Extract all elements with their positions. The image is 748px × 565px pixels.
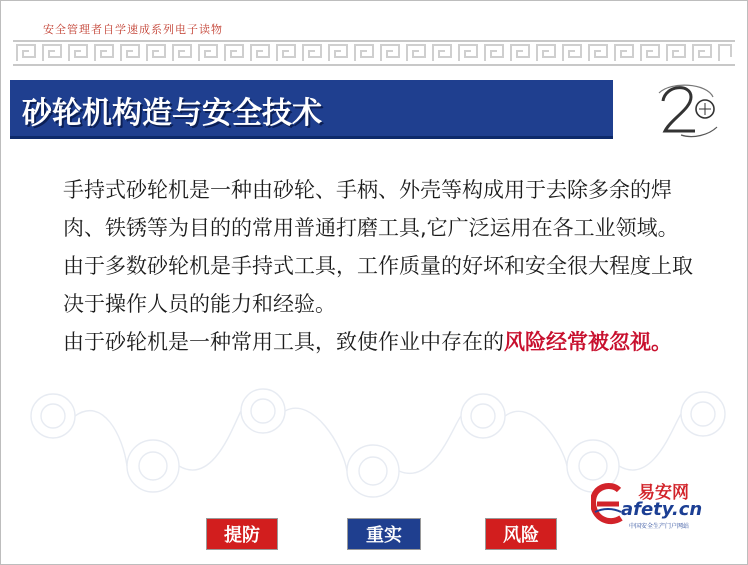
paragraph-intro: 手持式砂轮机是一种由砂轮、手柄、外壳等构成用于去除多余的焊肉、铁锈等为目的的常用普通打磨工具,它广泛运用在各工业领域。 bbox=[63, 178, 679, 240]
paragraph-risk-text: 由于砂轮机是一种常用工具，致使作业中存在的 bbox=[63, 330, 504, 354]
paragraph-risk bbox=[63, 323, 713, 361]
brand-name-cn: 易安网 bbox=[638, 483, 689, 503]
brand-name-en: afety.cn bbox=[621, 499, 703, 520]
brand-tagline: 中国安全生产门户网站 bbox=[629, 523, 690, 530]
slide-title: 砂轮机构造与安全技术 bbox=[22, 96, 322, 131]
body-text bbox=[63, 171, 713, 361]
title-bar bbox=[10, 80, 613, 139]
paragraph-operator: 由于多数砂轮机是手持式工具，工作质量的好坏和安全很大程度上取决于操作人员的能力和经验。 bbox=[63, 254, 693, 316]
risk-highlight: 风险经常被忽视。 bbox=[504, 330, 672, 354]
safety-logo-e-icon bbox=[591, 482, 623, 528]
series-title: 安全管理者自学速成系列电子读物 bbox=[43, 23, 223, 36]
button-beware[interactable]: 提防 bbox=[206, 518, 278, 550]
button-risk[interactable]: 风险 bbox=[485, 518, 557, 550]
fret-border bbox=[13, 37, 735, 69]
brand-logo bbox=[591, 476, 721, 536]
decorative-2-logo bbox=[651, 79, 721, 141]
button-emphasis[interactable]: 重实 bbox=[347, 518, 421, 550]
